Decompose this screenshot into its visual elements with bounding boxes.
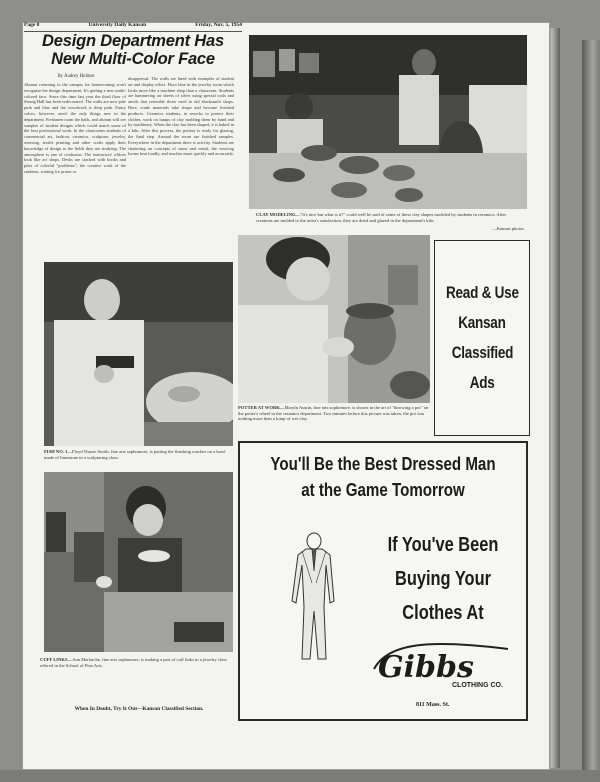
classified-ads-box [434,240,530,436]
article-column-1: Alumni returning to the campus for homecoming won't recognize the design department. It's getting a new multi-colored face. Since this time last year the third floor of Strong Hall has been redecorated. The walls are now pale pink and blue and the woodwork is deep pink. Fancy colors, however, aren't the only things new in the department. Freshmen roam the halls, and alumni will see samples of student designs which could match some of the best professional work. In the classrooms students of commercial art, fashion, ceramics, sculpture, jewelry, weaving, textile printing and other crafts apply their knowledge of design to the fields they are studying. The atmosphere is one of confusion. The instructors' offices look like art shops. Desks are stacked with books and piles of colorful "problems"; the creative work of the students, waiting for praise or [24,82,126,174]
ad-subhead-line-3: Clothes At [402,602,484,624]
caption-text: Floyd Wayne Smith, fine arts sophomore, is putting the finishing touches on a bowl made of limestone in a sculpturing class. [44,449,226,460]
article-headline: Design Department Has New Multi-Color Face [42,32,224,68]
clay-modeling-caption [256,212,522,236]
cuff-links-photo [44,472,233,652]
ad-headline [263,451,503,503]
caption-lead: FISH NO. 1— [44,449,72,454]
logo-subtitle: CLOTHING CO. [452,682,503,689]
ad-subhead-line-1: If You've Been [387,534,499,556]
caption-lead: POTTER AT WORK— [238,405,285,410]
suited-man-illustration [276,531,346,661]
cuff-links-caption [40,657,233,687]
photo-credit: —Kansan photos [492,226,524,231]
ad-headline-line-2: at the Game Tomorrow [301,480,465,500]
footer-slogan: When In Doubt, Try It Out—Kansan Classified Section. [74,706,204,712]
caption-lead: CLAY MODELING— [256,212,301,217]
binder-edge-outer [582,40,600,782]
issue-date: Friday, Nov. 5, 1954 [195,22,242,28]
article-byline: By Audrey Holmes [57,74,95,79]
fish-sculpture-photo [44,262,233,446]
caption-text: "It's nice but what is it?" could well be said of some of these clay shapes modeled by students in ceramics. After creations are molded to the artist's satisfaction, they are dried and glazed in the department's kiln. [256,212,507,223]
ad-subhead [382,528,505,630]
potter-at-work-photo [238,235,430,403]
caption-text: Ann Marlatche, fine arts sophomore, is making a pair of cuff links in a jewelry class offered in the School of Fine Arts. [40,657,227,668]
ad-headline-line-1: You'll Be the Best Dressed Man [270,454,496,474]
gibbs-clothing-ad [238,441,528,721]
clay-modeling-photo [249,35,527,209]
caption-lead: CUFF LINKS— [40,657,73,662]
paper-name: University Daily Kansan [88,22,147,28]
caption-text: Maryln Austin, fine arts sophomore, is shown in the art of "throwing a pot" on the potter's wheel in the ceramics department. Two minutes before this picture was taken, the pot was nothing more than a lump of wet clay. [238,405,429,422]
fish-sculpture-caption [44,449,233,467]
classified-line-4: Ads [469,373,495,392]
ad-subhead-line-2: Buying Your [395,568,491,590]
article-column-2: disapproval. The walls are lined with examples of student art and display effort. Floor blue in the jewelry room which looks more like a machine shop than a classroom. Students are hammering on sheets of silver using special tools and anvils that resemble those used in old blacksmith shops. Here, crude materials take shape and become finished products. Ceramics students, in smocks to protect their clothes, work on lumps of clay molding them by hand and by machinery. When the clay has been shaped, it is baked in a kiln. After this process, the pottery is ready for glazing, the final step. Around the room are finished samples. Everywhere in the department there is activity. Students are chattering on concepts of stone and metal, the weaving looms beat loudly, and touches more quickly and accurately. [128,76,234,157]
gibbs-logo [368,639,518,691]
ad-address: 811 Mass. St. [416,702,450,708]
potter-caption [238,405,430,431]
logo-wordmark: Gibbs [378,650,474,685]
classified-line-1: Read & Use [445,283,519,302]
classified-line-3: Classified [451,343,513,362]
masthead [24,22,242,32]
classified-line-2: Kansan [458,313,506,332]
page-number: Page 8 [24,22,40,28]
scanner-bottom-edge [0,770,600,782]
